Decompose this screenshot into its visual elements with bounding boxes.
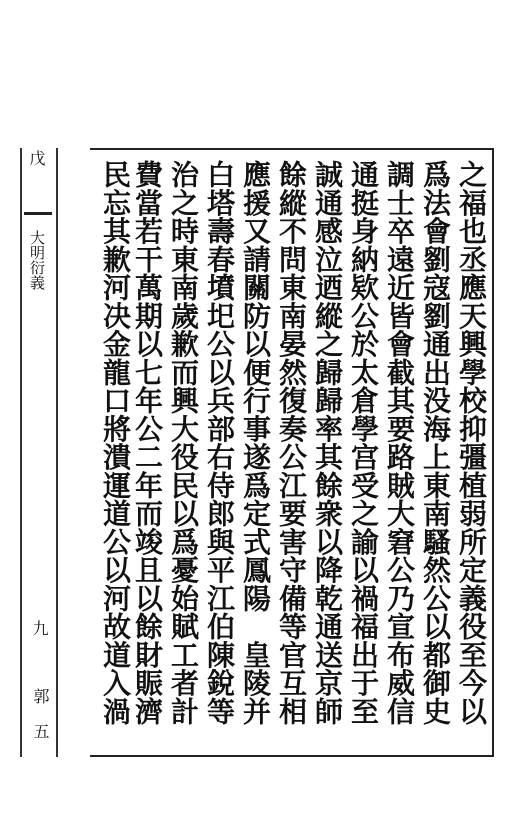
text-column: 白塔壽春墳圯公以兵部右侍郎與平江伯陳銳等 [203,160,236,725]
text-column: 通挺身納欵公於太倉學宫受之諭以禍福出于至 [347,160,380,725]
text-column: 應援又請關防以便行事遂爲定式鳳陽 皇陵并 [239,160,272,725]
text-column: 治之時東南歲歉而興大役民以爲憂始賦工者計 [167,160,200,725]
text-column: 爲法會劉寇劉通出没海上東南騷然公以都御史 [419,160,452,725]
margin-top-mark: 戊 [27,150,46,166]
text-column: 之福也丞應天興學校抑彊植弱所定義役至今以 [455,160,488,725]
margin-right-rule [56,148,58,757]
fishtail-mark [24,212,52,229]
text-column: 民忘其歉河决金龍口將潰運道公以河故道入渦 [99,160,132,725]
text-column: 誠通感泣迺縱之歸歸率其餘衆以降乾通送京師 [311,160,344,725]
leaf-number: 九 [30,620,49,636]
margin-title: 大明衍義 [28,230,46,290]
margin-left-rule [20,148,22,757]
text-column: 餘縱不問東南晏然復奏公江要害守備等官互相 [275,160,308,725]
text-column: 調士卒遠近皆會截其要路賊大窘公乃宣布威信 [383,160,416,725]
margin-bottom-mark: 郭 五 [31,688,50,739]
text-column: 費當若干萬期以七年公二年而竣且以餘財賑濟 [131,160,164,725]
